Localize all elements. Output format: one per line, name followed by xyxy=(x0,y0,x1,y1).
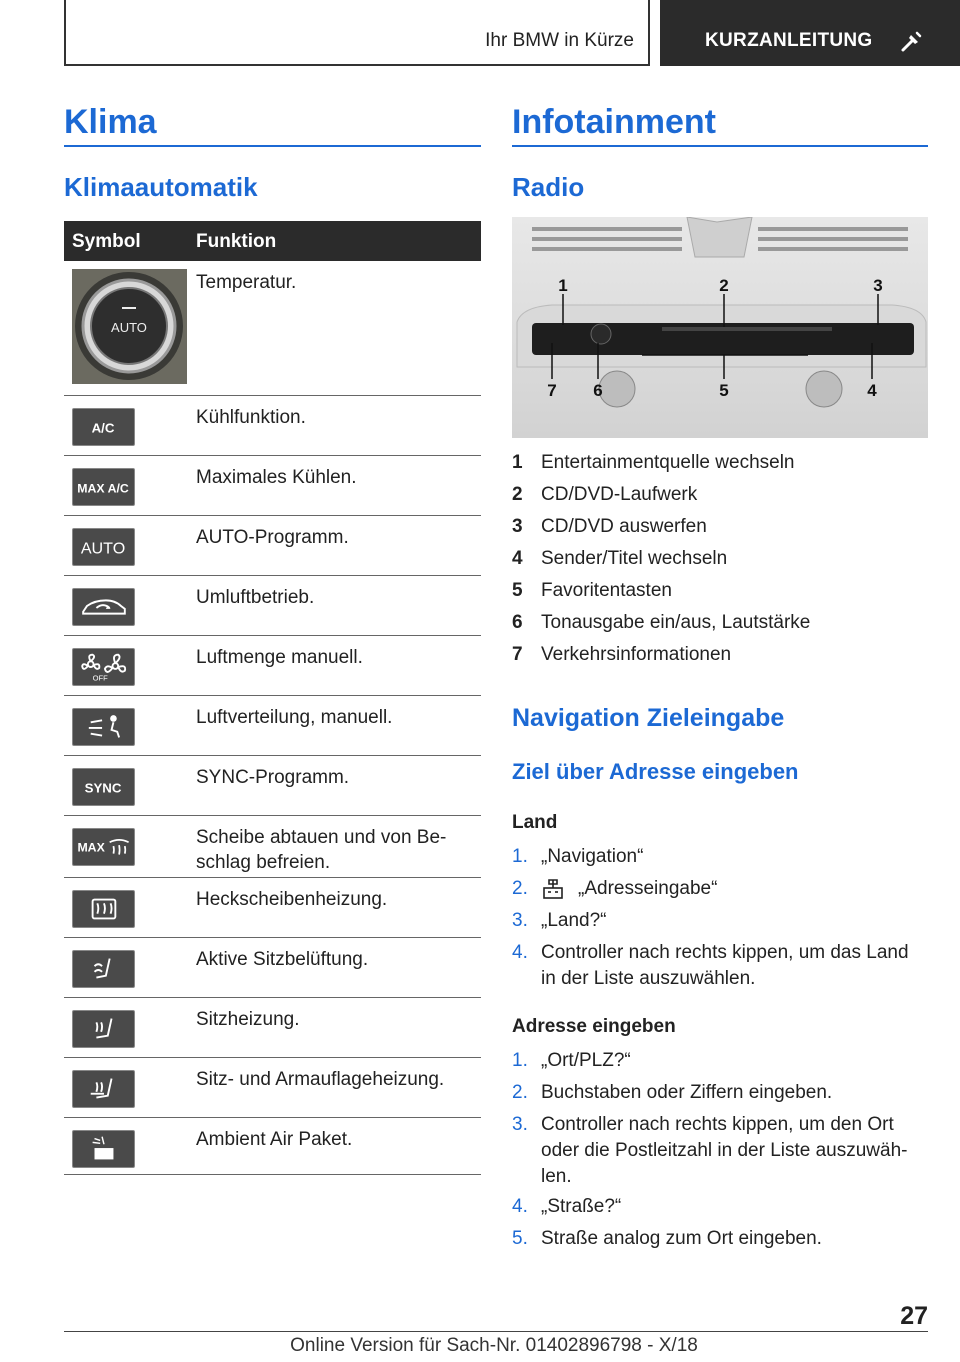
ac-icon xyxy=(72,408,135,446)
air-distribution-icon xyxy=(72,708,135,746)
seat-ventilation-icon xyxy=(72,950,135,988)
radio-callout-4: 4 xyxy=(867,381,877,400)
table-row xyxy=(64,576,481,636)
recirculation-icon xyxy=(72,588,135,626)
col-function-header: Funktion xyxy=(196,231,277,252)
table-row xyxy=(64,516,481,576)
climate-title-rule xyxy=(64,145,481,147)
address-heading: Adresse eingeben xyxy=(512,1016,676,1037)
table-row xyxy=(64,456,481,516)
svg-text:AUTO: AUTO xyxy=(80,539,126,558)
radio-callout-7: 7 xyxy=(547,381,557,400)
seat-heating-icon xyxy=(72,1010,135,1048)
table-row xyxy=(64,1058,481,1118)
radio-panel-image xyxy=(512,217,928,438)
radio-callout-1: 1 xyxy=(558,276,568,295)
row-text: Temperatur. xyxy=(196,272,297,293)
climate-subtitle: Klimaautomatik xyxy=(64,172,258,202)
navigation-heading: Navigation Zieleingabe xyxy=(512,704,785,732)
row-text: Aktive Sitzbelüftung. xyxy=(196,949,369,970)
row-text: Luftverteilung, manuell. xyxy=(196,707,393,728)
row-text: SYNC-Programm. xyxy=(196,767,350,788)
seat-armrest-heating-icon xyxy=(72,1070,135,1108)
col-symbol-header: Symbol xyxy=(72,231,141,252)
infotainment-title: Infotainment xyxy=(512,103,716,141)
table-row xyxy=(64,756,481,816)
max-ac-icon xyxy=(72,468,135,506)
row-text: Ambient Air Paket. xyxy=(196,1129,353,1150)
table-row xyxy=(64,696,481,756)
row-text: Sitzheizung. xyxy=(196,1009,300,1030)
table-row xyxy=(64,878,481,938)
page-number: 27 xyxy=(900,1302,928,1330)
svg-text:SYNC: SYNC xyxy=(84,780,122,796)
row-text: Maximales Kühlen. xyxy=(196,467,357,488)
svg-text:A/C: A/C xyxy=(91,420,115,436)
row-text: Scheibe abtauen und von Be-schlag befreien. xyxy=(196,827,447,873)
table-row xyxy=(64,1118,481,1175)
ambient-air-icon xyxy=(72,1130,135,1168)
sync-icon xyxy=(72,768,135,806)
wrench-icon xyxy=(898,29,924,55)
table-row xyxy=(64,396,481,456)
climate-table-header xyxy=(64,221,481,261)
climate-title: Klima xyxy=(64,103,157,141)
row-text: Sitz- und Armauflageheizung. xyxy=(196,1069,445,1090)
radio-callout-2: 2 xyxy=(719,276,729,295)
header-chapter-tab[interactable] xyxy=(660,0,960,66)
radio-heading: Radio xyxy=(512,172,585,202)
max-defrost-icon xyxy=(72,828,135,866)
svg-text:AUTO: AUTO xyxy=(111,320,147,335)
temperature-knob-icon xyxy=(72,269,187,384)
radio-callout-3: 3 xyxy=(873,276,883,295)
rear-defrost-icon xyxy=(72,890,135,928)
radio-callout-5: 5 xyxy=(719,381,729,400)
row-text: Kühlfunktion. xyxy=(196,407,306,428)
footer-text: Online Version für Sach-Nr. 01402896798 - X/18 xyxy=(290,1335,698,1356)
row-text: Heckscheibenheizung. xyxy=(196,889,388,910)
table-row xyxy=(64,261,481,396)
header-section-label: Ihr BMW in Kürze xyxy=(485,30,634,51)
svg-text:MAX: MAX xyxy=(77,840,105,855)
svg-text:OFF: OFF xyxy=(92,673,108,683)
radio-callout-6: 6 xyxy=(593,381,603,400)
table-row xyxy=(64,816,481,878)
table-row xyxy=(64,636,481,696)
table-row xyxy=(64,938,481,998)
navigation-subheading: Ziel über Adresse eingeben xyxy=(512,759,799,784)
land-heading: Land xyxy=(512,812,558,833)
auto-icon xyxy=(72,528,135,566)
svg-text:MAX A/C: MAX A/C xyxy=(77,481,129,496)
header-section-tab[interactable] xyxy=(64,0,650,66)
address-icon xyxy=(541,878,565,900)
row-text: AUTO-Programm. xyxy=(196,527,349,548)
header-chapter-label: KURZANLEITUNG xyxy=(705,30,873,51)
table-row xyxy=(64,998,481,1058)
fan-icon xyxy=(72,648,135,686)
row-text: Umluftbetrieb. xyxy=(196,587,315,608)
row-text: Luftmenge manuell. xyxy=(196,647,363,668)
footer-rule xyxy=(64,1331,928,1332)
infotainment-title-rule xyxy=(512,145,928,147)
